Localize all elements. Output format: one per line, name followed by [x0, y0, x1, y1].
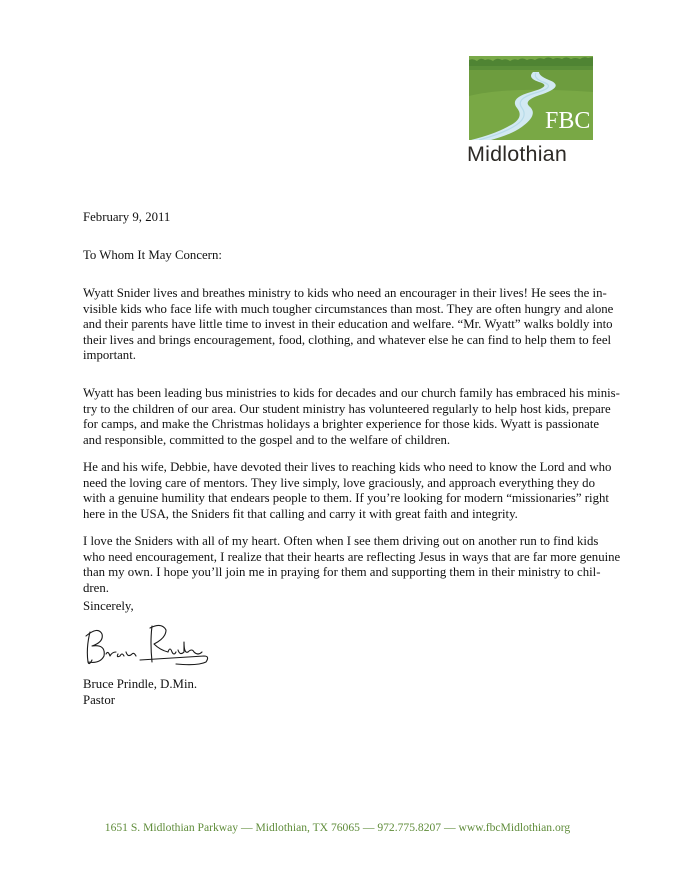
text-line: than my own. I hope you’ll join me in praying for them and supporting them in their ministry to chil-	[83, 565, 601, 580]
signer-block	[83, 677, 197, 708]
text-line: for camps, and make the Christmas holidays a brighter experience for those kids. Wyatt is passionate	[83, 417, 600, 432]
text-line: here in the USA, the Sniders fit that calling and carry it with great faith and integrity.	[83, 506, 518, 521]
logo-wordmark: Midlothian	[467, 142, 567, 166]
paragraph-4	[83, 534, 621, 596]
text-line: visible kids who face life with much tougher circumstances than most. They are often hungry and alone	[83, 301, 614, 316]
signer-name: Bruce Prindle, D.Min.	[83, 677, 198, 691]
text-line: try to the children of our area. Our student ministry has volunteered regularly to help host kids, prepare	[83, 401, 611, 416]
letter-date: February 9, 2011	[83, 210, 171, 224]
closing: Sincerely,	[83, 599, 134, 613]
text-line: their lives and brings encouragement, food, clothing, and whatever else he can find to help them to feel	[83, 332, 612, 347]
text-line: important.	[83, 348, 136, 363]
text-line: Wyatt Snider lives and breathes ministry to kids who need an encourager in their lives! He sees the in-	[83, 286, 607, 300]
text-line: who need encouragement, I realize that their hearts are reflecting Jesus in ways that are far more genuine	[83, 549, 621, 564]
text-line: with a genuine humility that endears people to them. If you’re looking for modern “missionaries” right	[83, 491, 609, 506]
text-line: and their parents have little time to invest in their education and welfare. “Mr. Wyatt” walks boldly into	[83, 317, 613, 332]
paragraph-2	[83, 386, 620, 448]
text-line: I love the Sniders with all of my heart. Often when I see them driving out on another run to find kids	[83, 534, 599, 548]
church-logo: FBC Midlothian	[467, 56, 595, 168]
paragraph-3	[83, 460, 612, 522]
signer-title: Pastor	[83, 692, 115, 707]
letterhead-footer	[0, 821, 675, 834]
footer-contact-line: 1651 S. Midlothian Parkway — Midlothian, TX 76065 — 972.775.8207 — www.fbcMidlothian.org	[104, 821, 571, 834]
text-line: and responsible, committed to the gospel and to the welfare of children.	[83, 432, 451, 447]
handwritten-signature	[80, 618, 212, 672]
paragraph-1	[83, 286, 614, 364]
text-line: need the loving care of mentors. They live simply, love graciously, and approach everything they do	[83, 475, 595, 490]
text-line: Wyatt has been leading bus ministries to kids for decades and our church family has embraced his minis-	[83, 386, 620, 400]
text-line: He and his wife, Debbie, have devoted their lives to reaching kids who need to know the Lord and who	[83, 460, 612, 474]
text-line: dren.	[83, 580, 109, 595]
salutation: To Whom It May Concern:	[83, 248, 222, 262]
